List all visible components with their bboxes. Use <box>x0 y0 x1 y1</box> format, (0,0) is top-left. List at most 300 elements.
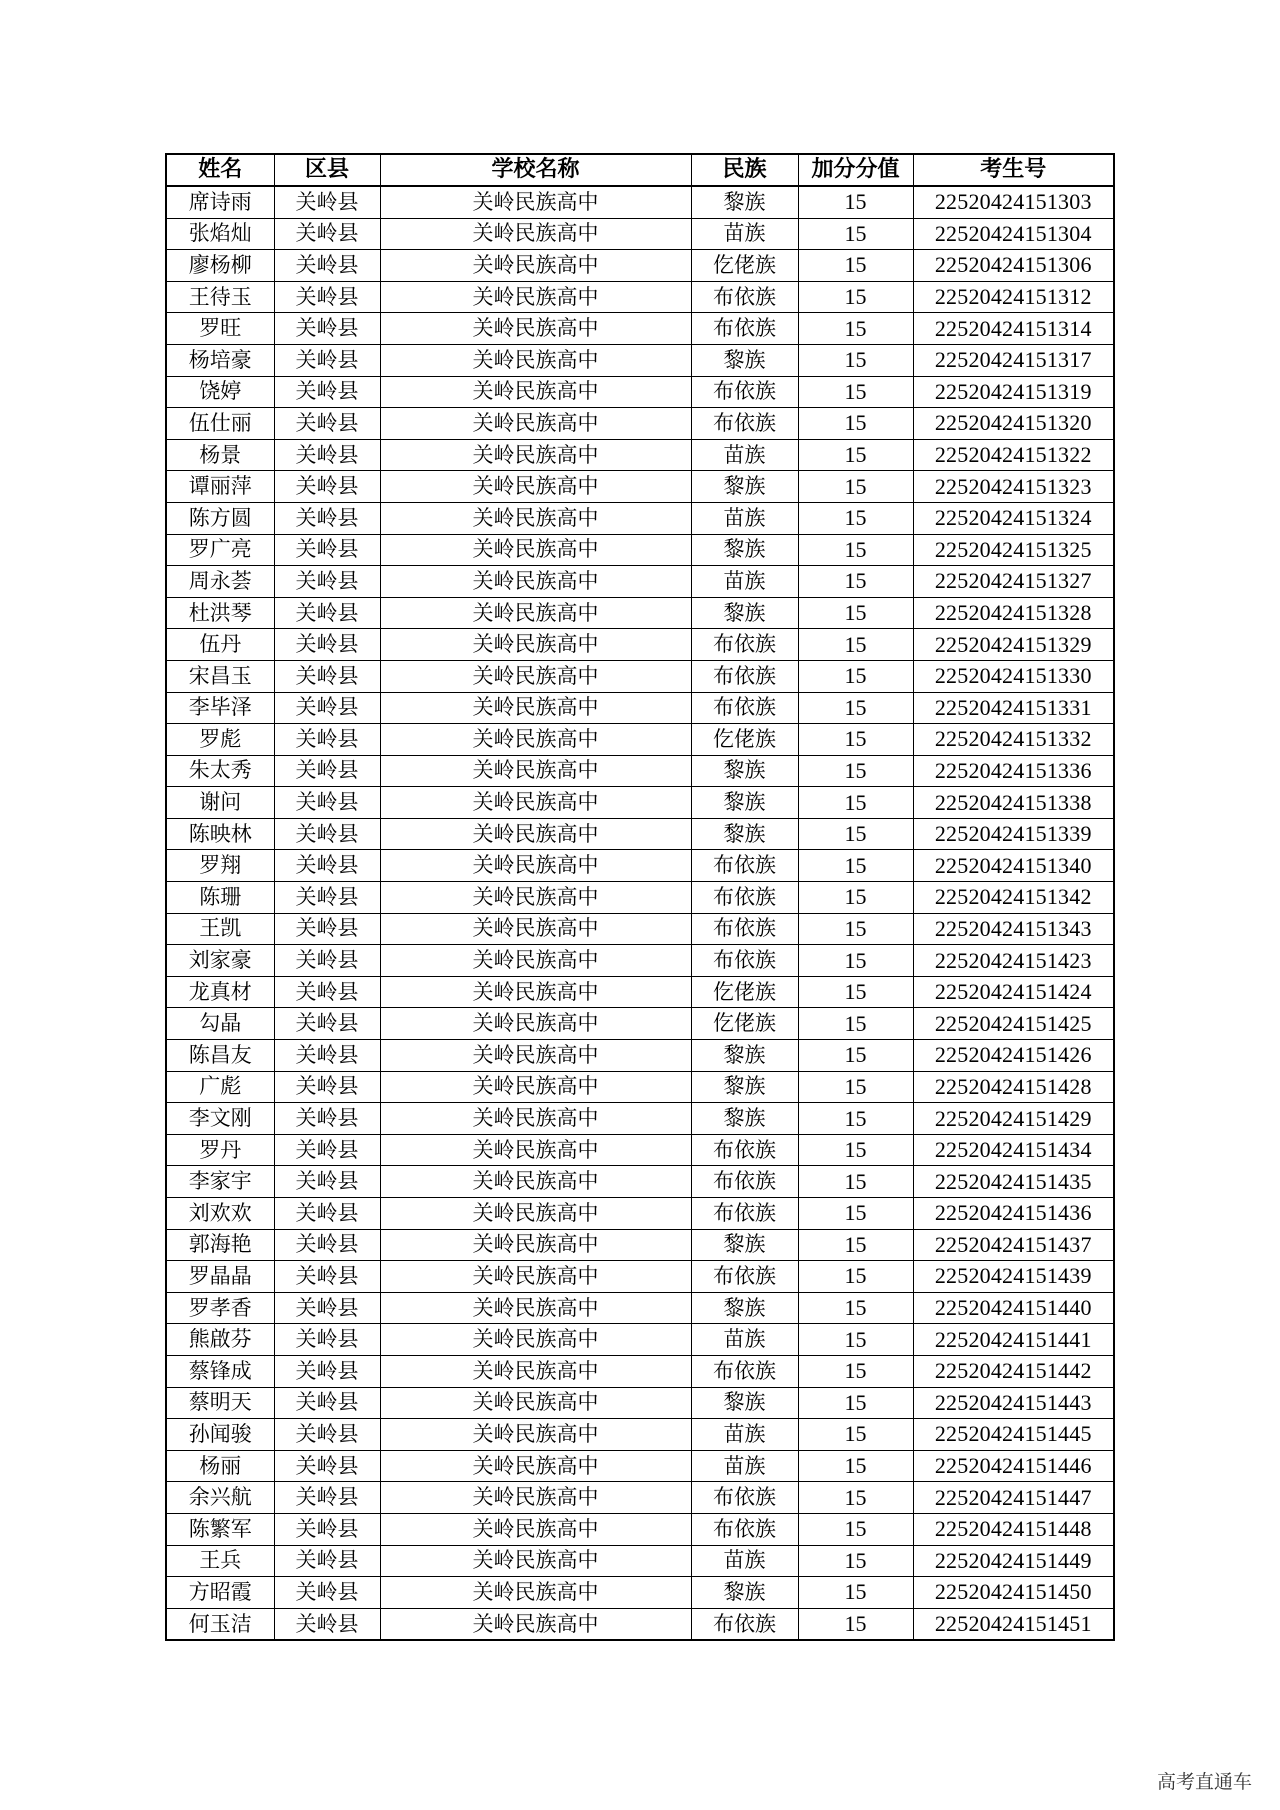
table-row <box>166 945 1114 977</box>
header-district: 区县 <box>274 154 380 186</box>
cell-exam-id: 22520424151343 <box>913 913 1114 945</box>
cell-ethnicity: 黎族 <box>691 186 798 218</box>
cell-name: 杨丽 <box>166 1450 274 1482</box>
cell-bonus: 15 <box>798 1134 913 1166</box>
cell-exam-id: 22520424151342 <box>913 882 1114 914</box>
table-row <box>166 1608 1114 1640</box>
cell-bonus: 15 <box>798 1419 913 1451</box>
cell-bonus: 15 <box>798 755 913 787</box>
cell-ethnicity: 黎族 <box>691 1577 798 1609</box>
cell-ethnicity: 布依族 <box>691 1482 798 1514</box>
cell-bonus: 15 <box>798 1103 913 1135</box>
cell-name: 陈映林 <box>166 818 274 850</box>
table-body <box>166 186 1114 1640</box>
cell-bonus: 15 <box>798 1577 913 1609</box>
cell-exam-id: 22520424151306 <box>913 250 1114 282</box>
cell-exam-id: 22520424151303 <box>913 186 1114 218</box>
cell-exam-id: 22520424151338 <box>913 787 1114 819</box>
cell-school: 关岭民族高中 <box>380 186 691 218</box>
cell-bonus: 15 <box>798 376 913 408</box>
table-row <box>166 1198 1114 1230</box>
cell-bonus: 15 <box>798 629 913 661</box>
table-row <box>166 1513 1114 1545</box>
cell-district: 关岭县 <box>274 1419 380 1451</box>
cell-name: 方昭霞 <box>166 1577 274 1609</box>
cell-ethnicity: 布依族 <box>691 1513 798 1545</box>
cell-district: 关岭县 <box>274 1261 380 1293</box>
cell-bonus: 15 <box>798 850 913 882</box>
cell-bonus: 15 <box>798 250 913 282</box>
cell-district: 关岭县 <box>274 534 380 566</box>
cell-bonus: 15 <box>798 1513 913 1545</box>
cell-school: 关岭民族高中 <box>380 1450 691 1482</box>
cell-name: 蔡锋成 <box>166 1355 274 1387</box>
cell-name: 罗丹 <box>166 1134 274 1166</box>
cell-exam-id: 22520424151451 <box>913 1608 1114 1640</box>
cell-school: 关岭民族高中 <box>380 1040 691 1072</box>
cell-school: 关岭民族高中 <box>380 376 691 408</box>
table-row <box>166 1577 1114 1609</box>
cell-bonus: 15 <box>798 218 913 250</box>
cell-district: 关岭县 <box>274 439 380 471</box>
cell-name: 廖杨柳 <box>166 250 274 282</box>
table-row <box>166 1545 1114 1577</box>
cell-bonus: 15 <box>798 1450 913 1482</box>
cell-bonus: 15 <box>798 439 913 471</box>
cell-ethnicity: 苗族 <box>691 1324 798 1356</box>
cell-district: 关岭县 <box>274 945 380 977</box>
cell-exam-id: 22520424151450 <box>913 1577 1114 1609</box>
cell-exam-id: 22520424151339 <box>913 818 1114 850</box>
cell-exam-id: 22520424151322 <box>913 439 1114 471</box>
cell-name: 勾晶 <box>166 1008 274 1040</box>
cell-name: 郭海艳 <box>166 1229 274 1261</box>
cell-exam-id: 22520424151332 <box>913 724 1114 756</box>
cell-school: 关岭民族高中 <box>380 281 691 313</box>
cell-name: 罗广亮 <box>166 534 274 566</box>
watermark: 高考直通车 <box>1156 1771 1252 1793</box>
cell-district: 关岭县 <box>274 882 380 914</box>
cell-exam-id: 22520424151331 <box>913 692 1114 724</box>
table-row <box>166 566 1114 598</box>
cell-name: 陈昌友 <box>166 1040 274 1072</box>
cell-school: 关岭民族高中 <box>380 1577 691 1609</box>
cell-name: 李家宇 <box>166 1166 274 1198</box>
cell-name: 杨培豪 <box>166 344 274 376</box>
cell-exam-id: 22520424151449 <box>913 1545 1114 1577</box>
table-row <box>166 1008 1114 1040</box>
cell-district: 关岭县 <box>274 281 380 313</box>
table-row <box>166 913 1114 945</box>
cell-school: 关岭民族高中 <box>380 818 691 850</box>
cell-exam-id: 22520424151317 <box>913 344 1114 376</box>
cell-bonus: 15 <box>798 502 913 534</box>
header-school: 学校名称 <box>380 154 691 186</box>
cell-district: 关岭县 <box>274 1071 380 1103</box>
cell-district: 关岭县 <box>274 408 380 440</box>
cell-bonus: 15 <box>798 1198 913 1230</box>
cell-name: 张焰灿 <box>166 218 274 250</box>
cell-bonus: 15 <box>798 597 913 629</box>
cell-school: 关岭民族高中 <box>380 1482 691 1514</box>
cell-district: 关岭县 <box>274 1324 380 1356</box>
cell-school: 关岭民族高中 <box>380 724 691 756</box>
cell-exam-id: 22520424151336 <box>913 755 1114 787</box>
cell-bonus: 15 <box>798 1324 913 1356</box>
cell-bonus: 15 <box>798 1261 913 1293</box>
cell-district: 关岭县 <box>274 597 380 629</box>
cell-exam-id: 22520424151439 <box>913 1261 1114 1293</box>
cell-name: 伍仕丽 <box>166 408 274 440</box>
cell-exam-id: 22520424151312 <box>913 281 1114 313</box>
table-row <box>166 755 1114 787</box>
cell-district: 关岭县 <box>274 1482 380 1514</box>
cell-ethnicity: 苗族 <box>691 1419 798 1451</box>
cell-bonus: 15 <box>798 724 913 756</box>
cell-name: 孙闻骏 <box>166 1419 274 1451</box>
table-row <box>166 1134 1114 1166</box>
cell-ethnicity: 仡佬族 <box>691 724 798 756</box>
cell-name: 谭丽萍 <box>166 471 274 503</box>
cell-name: 蔡明天 <box>166 1387 274 1419</box>
cell-ethnicity: 布依族 <box>691 1261 798 1293</box>
cell-district: 关岭县 <box>274 1355 380 1387</box>
cell-ethnicity: 黎族 <box>691 1229 798 1261</box>
table-row <box>166 1450 1114 1482</box>
cell-school: 关岭民族高中 <box>380 629 691 661</box>
cell-district: 关岭县 <box>274 724 380 756</box>
cell-district: 关岭县 <box>274 787 380 819</box>
cell-bonus: 15 <box>798 976 913 1008</box>
cell-exam-id: 22520424151423 <box>913 945 1114 977</box>
table-row <box>166 850 1114 882</box>
cell-exam-id: 22520424151329 <box>913 629 1114 661</box>
bonus-points-table <box>165 153 1115 1641</box>
cell-district: 关岭县 <box>274 376 380 408</box>
cell-bonus: 15 <box>798 1355 913 1387</box>
cell-ethnicity: 布依族 <box>691 376 798 408</box>
table-row <box>166 1355 1114 1387</box>
cell-exam-id: 22520424151445 <box>913 1419 1114 1451</box>
cell-district: 关岭县 <box>274 660 380 692</box>
cell-exam-id: 22520424151304 <box>913 218 1114 250</box>
cell-ethnicity: 黎族 <box>691 1103 798 1135</box>
cell-name: 陈方圆 <box>166 502 274 534</box>
header-exam-id: 考生号 <box>913 154 1114 186</box>
cell-ethnicity: 黎族 <box>691 597 798 629</box>
cell-name: 广彪 <box>166 1071 274 1103</box>
cell-ethnicity: 布依族 <box>691 281 798 313</box>
cell-bonus: 15 <box>798 818 913 850</box>
cell-district: 关岭县 <box>274 1450 380 1482</box>
cell-school: 关岭民族高中 <box>380 502 691 534</box>
cell-name: 宋昌玉 <box>166 660 274 692</box>
cell-school: 关岭民族高中 <box>380 597 691 629</box>
cell-school: 关岭民族高中 <box>380 534 691 566</box>
cell-exam-id: 22520424151424 <box>913 976 1114 1008</box>
cell-name: 周永荟 <box>166 566 274 598</box>
cell-school: 关岭民族高中 <box>380 1166 691 1198</box>
cell-bonus: 15 <box>798 913 913 945</box>
cell-district: 关岭县 <box>274 1166 380 1198</box>
cell-school: 关岭民族高中 <box>380 850 691 882</box>
cell-name: 王兵 <box>166 1545 274 1577</box>
cell-exam-id: 22520424151330 <box>913 660 1114 692</box>
cell-name: 罗旺 <box>166 313 274 345</box>
cell-name: 李文刚 <box>166 1103 274 1135</box>
cell-ethnicity: 布依族 <box>691 945 798 977</box>
cell-exam-id: 22520424151314 <box>913 313 1114 345</box>
cell-district: 关岭县 <box>274 1198 380 1230</box>
cell-school: 关岭民族高中 <box>380 313 691 345</box>
cell-ethnicity: 苗族 <box>691 1450 798 1482</box>
cell-district: 关岭县 <box>274 471 380 503</box>
cell-name: 李毕泽 <box>166 692 274 724</box>
table-row <box>166 1324 1114 1356</box>
cell-exam-id: 22520424151426 <box>913 1040 1114 1072</box>
cell-exam-id: 22520424151442 <box>913 1355 1114 1387</box>
cell-ethnicity: 仡佬族 <box>691 1008 798 1040</box>
table-row <box>166 186 1114 218</box>
cell-exam-id: 22520424151436 <box>913 1198 1114 1230</box>
cell-ethnicity: 布依族 <box>691 1355 798 1387</box>
cell-exam-id: 22520424151324 <box>913 502 1114 534</box>
cell-school: 关岭民族高中 <box>380 408 691 440</box>
cell-school: 关岭民族高中 <box>380 1071 691 1103</box>
cell-district: 关岭县 <box>274 1513 380 1545</box>
table-row <box>166 471 1114 503</box>
table-row <box>166 1071 1114 1103</box>
cell-bonus: 15 <box>798 1608 913 1640</box>
table-row <box>166 502 1114 534</box>
cell-ethnicity: 布依族 <box>691 408 798 440</box>
cell-district: 关岭县 <box>274 1008 380 1040</box>
cell-exam-id: 22520424151320 <box>913 408 1114 440</box>
cell-ethnicity: 苗族 <box>691 502 798 534</box>
cell-district: 关岭县 <box>274 1387 380 1419</box>
cell-name: 杜洪琴 <box>166 597 274 629</box>
cell-district: 关岭县 <box>274 250 380 282</box>
cell-ethnicity: 黎族 <box>691 1071 798 1103</box>
cell-district: 关岭县 <box>274 629 380 661</box>
cell-bonus: 15 <box>798 281 913 313</box>
cell-name: 罗晶晶 <box>166 1261 274 1293</box>
cell-exam-id: 22520424151446 <box>913 1450 1114 1482</box>
cell-exam-id: 22520424151428 <box>913 1071 1114 1103</box>
cell-ethnicity: 黎族 <box>691 1387 798 1419</box>
cell-bonus: 15 <box>798 1292 913 1324</box>
cell-ethnicity: 布依族 <box>691 1198 798 1230</box>
cell-school: 关岭民族高中 <box>380 439 691 471</box>
cell-bonus: 15 <box>798 313 913 345</box>
table-row <box>166 1166 1114 1198</box>
cell-ethnicity: 黎族 <box>691 787 798 819</box>
cell-school: 关岭民族高中 <box>380 566 691 598</box>
cell-bonus: 15 <box>798 1229 913 1261</box>
cell-ethnicity: 布依族 <box>691 1608 798 1640</box>
table-row <box>166 1040 1114 1072</box>
cell-bonus: 15 <box>798 566 913 598</box>
cell-school: 关岭民族高中 <box>380 1355 691 1387</box>
table-row <box>166 976 1114 1008</box>
header-row <box>166 154 1114 186</box>
cell-exam-id: 22520424151429 <box>913 1103 1114 1135</box>
cell-ethnicity: 布依族 <box>691 850 798 882</box>
cell-exam-id: 22520424151327 <box>913 566 1114 598</box>
cell-district: 关岭县 <box>274 1292 380 1324</box>
cell-exam-id: 22520424151425 <box>913 1008 1114 1040</box>
cell-district: 关岭县 <box>274 850 380 882</box>
cell-school: 关岭民族高中 <box>380 250 691 282</box>
cell-district: 关岭县 <box>274 186 380 218</box>
cell-school: 关岭民族高中 <box>380 471 691 503</box>
cell-district: 关岭县 <box>274 1134 380 1166</box>
cell-district: 关岭县 <box>274 913 380 945</box>
cell-bonus: 15 <box>798 1071 913 1103</box>
cell-ethnicity: 布依族 <box>691 882 798 914</box>
cell-district: 关岭县 <box>274 1229 380 1261</box>
table-row <box>166 376 1114 408</box>
cell-bonus: 15 <box>798 1482 913 1514</box>
cell-name: 龙真材 <box>166 976 274 1008</box>
cell-school: 关岭民族高中 <box>380 1103 691 1135</box>
table-row <box>166 534 1114 566</box>
cell-school: 关岭民族高中 <box>380 1229 691 1261</box>
cell-school: 关岭民族高中 <box>380 1261 691 1293</box>
cell-exam-id: 22520424151441 <box>913 1324 1114 1356</box>
cell-school: 关岭民族高中 <box>380 344 691 376</box>
table-row <box>166 818 1114 850</box>
cell-exam-id: 22520424151447 <box>913 1482 1114 1514</box>
cell-ethnicity: 苗族 <box>691 566 798 598</box>
cell-bonus: 15 <box>798 471 913 503</box>
cell-name: 余兴航 <box>166 1482 274 1514</box>
cell-ethnicity: 黎族 <box>691 471 798 503</box>
cell-bonus: 15 <box>798 534 913 566</box>
table-row <box>166 1292 1114 1324</box>
cell-name: 王凯 <box>166 913 274 945</box>
cell-district: 关岭县 <box>274 692 380 724</box>
cell-ethnicity: 布依族 <box>691 629 798 661</box>
cell-name: 罗彪 <box>166 724 274 756</box>
cell-school: 关岭民族高中 <box>380 1608 691 1640</box>
table-row <box>166 313 1114 345</box>
cell-school: 关岭民族高中 <box>380 1419 691 1451</box>
cell-name: 谢问 <box>166 787 274 819</box>
cell-ethnicity: 布依族 <box>691 1134 798 1166</box>
header-ethnicity: 民族 <box>691 154 798 186</box>
cell-district: 关岭县 <box>274 1577 380 1609</box>
cell-school: 关岭民族高中 <box>380 1008 691 1040</box>
cell-exam-id: 22520424151328 <box>913 597 1114 629</box>
cell-exam-id: 22520424151434 <box>913 1134 1114 1166</box>
table-row <box>166 1261 1114 1293</box>
cell-district: 关岭县 <box>274 502 380 534</box>
cell-exam-id: 22520424151325 <box>913 534 1114 566</box>
cell-school: 关岭民族高中 <box>380 1198 691 1230</box>
cell-bonus: 15 <box>798 186 913 218</box>
cell-district: 关岭县 <box>274 1545 380 1577</box>
cell-name: 伍丹 <box>166 629 274 661</box>
cell-district: 关岭县 <box>274 1103 380 1135</box>
cell-ethnicity: 黎族 <box>691 818 798 850</box>
cell-exam-id: 22520424151443 <box>913 1387 1114 1419</box>
cell-bonus: 15 <box>798 1166 913 1198</box>
table-row <box>166 882 1114 914</box>
table-header <box>166 154 1114 186</box>
cell-school: 关岭民族高中 <box>380 1545 691 1577</box>
cell-ethnicity: 仡佬族 <box>691 250 798 282</box>
cell-bonus: 15 <box>798 882 913 914</box>
table-row <box>166 1482 1114 1514</box>
cell-school: 关岭民族高中 <box>380 692 691 724</box>
cell-bonus: 15 <box>798 945 913 977</box>
table-row <box>166 660 1114 692</box>
cell-bonus: 15 <box>798 1008 913 1040</box>
table-row <box>166 787 1114 819</box>
table-row <box>166 281 1114 313</box>
cell-school: 关岭民族高中 <box>380 787 691 819</box>
header-bonus: 加分分值 <box>798 154 913 186</box>
cell-ethnicity: 苗族 <box>691 218 798 250</box>
table-row <box>166 1419 1114 1451</box>
cell-school: 关岭民族高中 <box>380 882 691 914</box>
table-row <box>166 629 1114 661</box>
cell-ethnicity: 布依族 <box>691 313 798 345</box>
cell-school: 关岭民族高中 <box>380 755 691 787</box>
cell-name: 何玉洁 <box>166 1608 274 1640</box>
cell-exam-id: 22520424151319 <box>913 376 1114 408</box>
cell-ethnicity: 黎族 <box>691 1040 798 1072</box>
cell-school: 关岭民族高中 <box>380 1513 691 1545</box>
cell-district: 关岭县 <box>274 344 380 376</box>
cell-school: 关岭民族高中 <box>380 1324 691 1356</box>
table-row <box>166 1387 1114 1419</box>
cell-school: 关岭民族高中 <box>380 976 691 1008</box>
cell-bonus: 15 <box>798 1040 913 1072</box>
cell-district: 关岭县 <box>274 1040 380 1072</box>
table-row <box>166 1229 1114 1261</box>
cell-school: 关岭民族高中 <box>380 218 691 250</box>
cell-name: 王待玉 <box>166 281 274 313</box>
cell-exam-id: 22520424151340 <box>913 850 1114 882</box>
cell-name: 刘家豪 <box>166 945 274 977</box>
table-row <box>166 250 1114 282</box>
cell-exam-id: 22520424151323 <box>913 471 1114 503</box>
table-row <box>166 597 1114 629</box>
cell-exam-id: 22520424151435 <box>913 1166 1114 1198</box>
cell-school: 关岭民族高中 <box>380 1387 691 1419</box>
table-row <box>166 1103 1114 1135</box>
cell-ethnicity: 布依族 <box>691 692 798 724</box>
cell-ethnicity: 苗族 <box>691 1545 798 1577</box>
cell-name: 席诗雨 <box>166 186 274 218</box>
cell-bonus: 15 <box>798 692 913 724</box>
cell-bonus: 15 <box>798 1387 913 1419</box>
cell-ethnicity: 黎族 <box>691 755 798 787</box>
table-row <box>166 439 1114 471</box>
cell-school: 关岭民族高中 <box>380 913 691 945</box>
cell-ethnicity: 黎族 <box>691 1292 798 1324</box>
table-row <box>166 724 1114 756</box>
cell-ethnicity: 仡佬族 <box>691 976 798 1008</box>
cell-name: 刘欢欢 <box>166 1198 274 1230</box>
cell-name: 饶婷 <box>166 376 274 408</box>
cell-bonus: 15 <box>798 787 913 819</box>
cell-exam-id: 22520424151448 <box>913 1513 1114 1545</box>
cell-name: 熊啟芬 <box>166 1324 274 1356</box>
cell-ethnicity: 黎族 <box>691 534 798 566</box>
